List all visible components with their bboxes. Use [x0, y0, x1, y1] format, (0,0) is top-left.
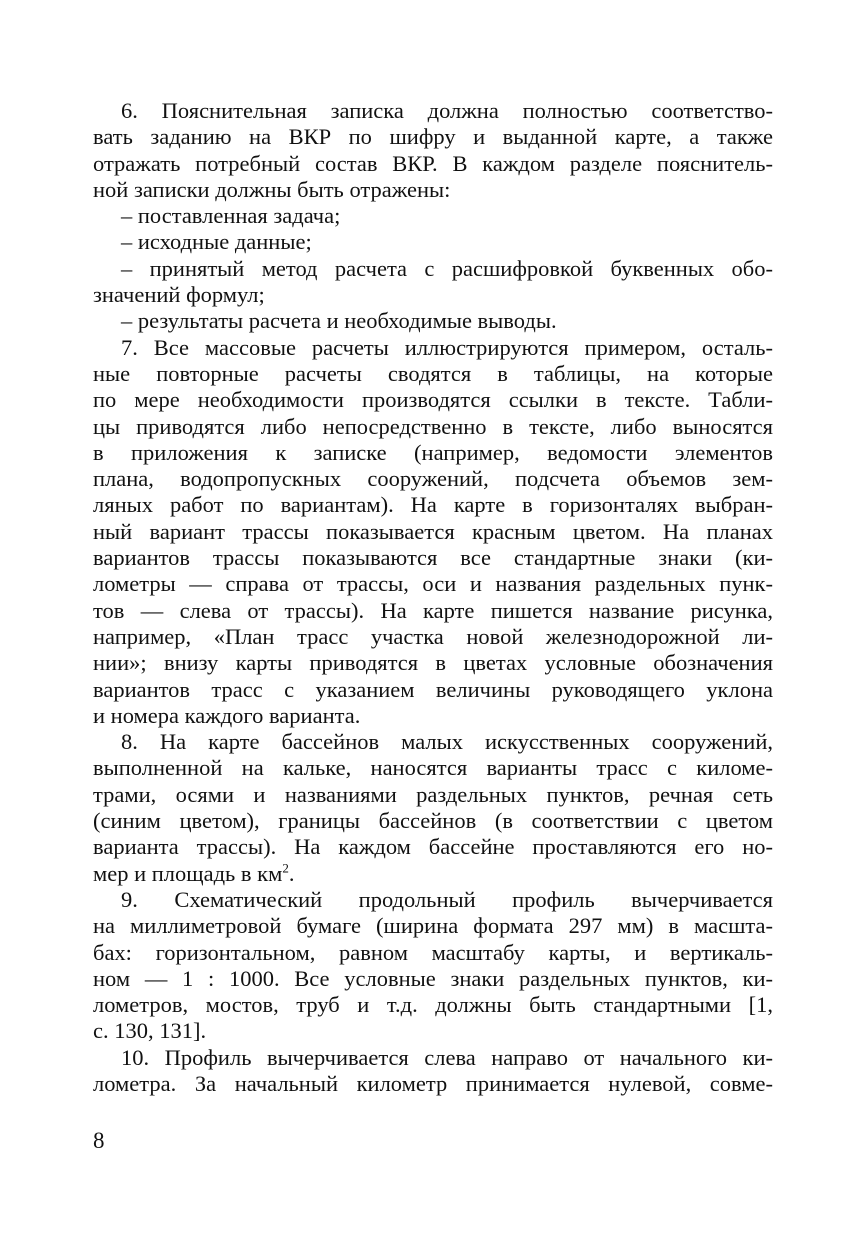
text-fragment: . — [288, 860, 295, 886]
text-line: нии»; внизу карты приводятся в цветах условные обозначения — [93, 650, 773, 676]
text-line: 8. На карте бассейнов малых искусственных сооружений, — [121, 729, 773, 755]
list-item — [93, 308, 773, 334]
text-fragment: мер и площадь в км — [93, 860, 283, 886]
text-line: вариантов трассы показываются все стандартные знаки (ки- — [93, 545, 773, 571]
text-line: – принятый метод расчета с расшифровкой буквенных обо- — [121, 255, 773, 281]
superscript: 2 — [282, 860, 289, 876]
list-item — [93, 229, 773, 255]
text-line: с. 130, 131]. — [93, 1018, 207, 1044]
text-line: например, «План трасс участка новой железнодорожной ли- — [93, 623, 773, 649]
text-line: плана, водопропускных сооружений, подсчета объемов зем- — [93, 466, 773, 492]
list-item — [93, 203, 773, 229]
text-line: отражать потребный состав ВКР. В каждом разделе пояснитель- — [93, 150, 773, 176]
paragraph-7 — [93, 335, 773, 729]
text-line: 6. Пояснительная записка должна полностью соответство- — [121, 98, 773, 123]
text-line: трами, осями и названиями раздельных пунктов, речная сеть — [93, 781, 773, 807]
text-line: ляных работ по вариантам). На карте в горизонталях выбран- — [93, 492, 773, 518]
text-line — [93, 861, 773, 887]
text-line: на миллиметровой бумаге (ширина формата 297 мм) в масшта- — [93, 913, 773, 939]
text-line: и номера каждого варианта. — [93, 702, 361, 728]
text-line: бах: горизонтальном, равном масштабу карты, и вертикаль- — [93, 939, 773, 965]
paragraph-6 — [93, 98, 773, 203]
text-line: лометров, мостов, труб и т.д. должны быть стандартными [1, — [93, 992, 773, 1018]
text-line: ной записки должны быть отражены: — [93, 176, 451, 202]
text-line: лометры — справа от трассы, оси и названия раздельных пунк- — [93, 571, 773, 597]
text-line: тов — слева от трассы). На карте пишется название рисунка, — [93, 597, 773, 623]
text-line: – поставленная задача; — [121, 203, 341, 229]
text-line: лометра. За начальный километр принимается нулевой, совме- — [93, 1070, 773, 1096]
text-line: – результаты расчета и необходимые выводы. — [121, 308, 557, 334]
text-line: 7. Все массовые расчеты иллюстрируются примером, осталь- — [121, 334, 773, 360]
text-line: цы приводятся либо непосредственно в тексте, либо выносятся — [93, 413, 773, 439]
text-line: значений формул; — [93, 282, 265, 308]
page-body — [93, 98, 773, 1097]
text-line: выполненной на кальке, наносятся варианты трасс с киломе- — [93, 755, 773, 781]
text-line: ный вариант трассы показывается красным цветом. На планах — [93, 518, 773, 544]
text-line: 9. Схематический продольный профиль вычерчивается — [121, 886, 773, 912]
paragraph-10 — [93, 1045, 773, 1098]
text-line: вать заданию на ВКР по шифру и выданной карте, а также — [93, 124, 773, 150]
text-line: 10. Профиль вычерчивается слева направо от начального ки- — [121, 1044, 773, 1070]
text-line: варианта трассы). На каждом бассейне проставляются его но- — [93, 834, 773, 860]
text-line: ные повторные расчеты сводятся в таблицы, на которые — [93, 360, 773, 386]
text-line: в приложения к записке (например, ведомости элементов — [93, 439, 773, 465]
text-line: по мере необходимости производятся ссылки в тексте. Табли- — [93, 387, 773, 413]
paragraph-8 — [93, 729, 773, 887]
page-number: 8 — [93, 1128, 105, 1153]
text-line: (синим цветом), границы бассейнов (в соответствии с цветом — [93, 808, 773, 834]
list-item — [93, 256, 773, 309]
paragraph-9 — [93, 887, 773, 1045]
text-line: – исходные данные; — [121, 229, 312, 255]
text-line: вариантов трасс с указанием величины руководящего уклона — [93, 676, 773, 702]
text-line: ном — 1 : 1000. Все условные знаки раздельных пунктов, ки- — [93, 965, 773, 991]
